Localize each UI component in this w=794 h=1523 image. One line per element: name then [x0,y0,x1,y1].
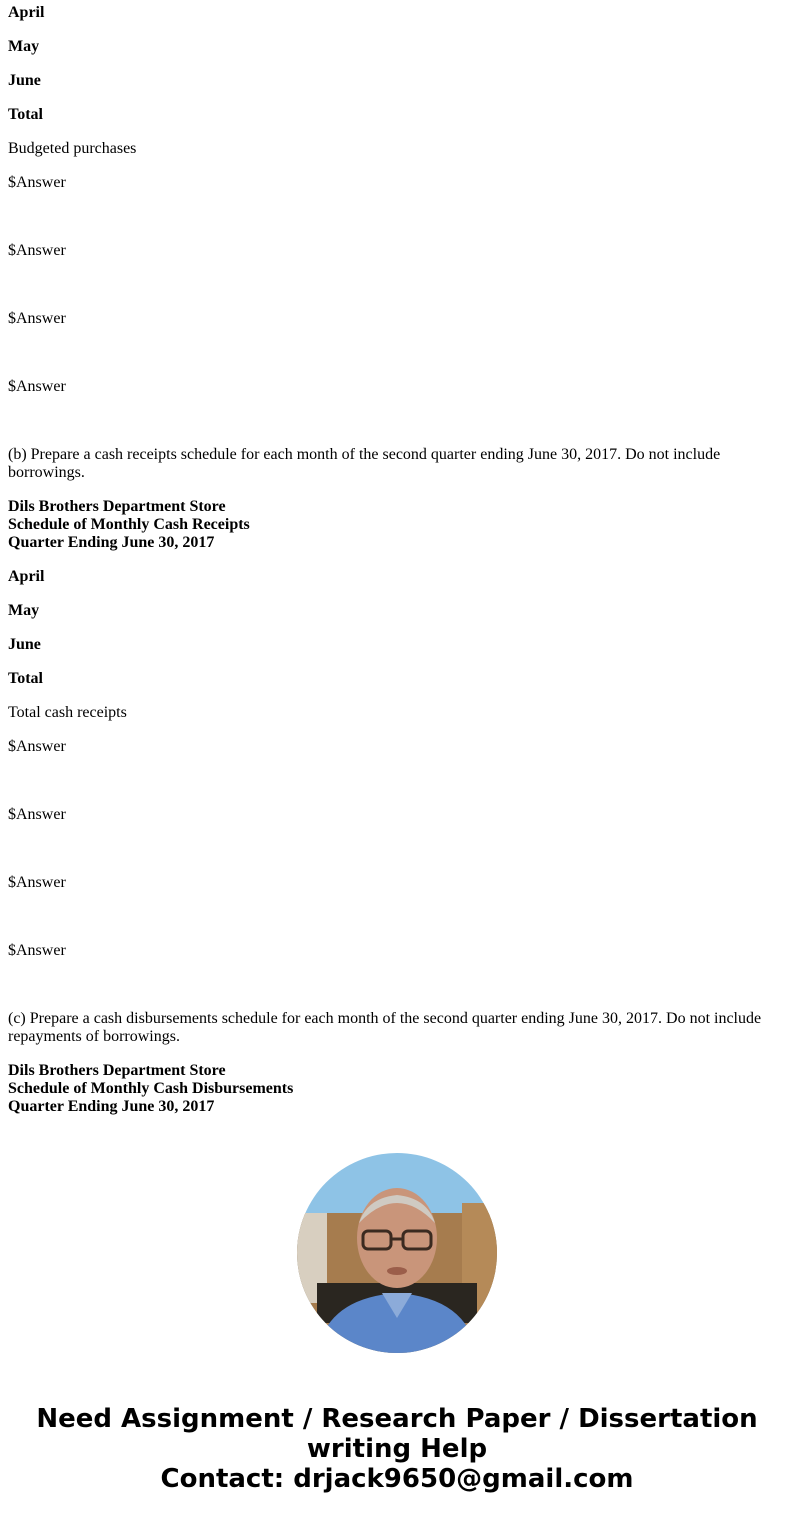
avatar-portrait-icon [297,1153,497,1353]
promo-line-contact: Contact: drjack9650@gmail.com [160,1464,634,1494]
schedule-title-c: Schedule of Monthly Cash Disbursements [8,1080,294,1097]
month-header-june-a: June [8,72,41,89]
month-header-total-a: Total [8,106,43,123]
answer-field-b-april[interactable]: $Answer [8,738,66,755]
month-header-june-b: June [8,636,41,653]
row-label-budgeted-purchases: Budgeted purchases [8,140,137,157]
company-name-b: Dils Brothers Department Store [8,498,226,515]
answer-field-b-total[interactable]: $Answer [8,942,66,959]
schedule-title-b: Schedule of Monthly Cash Receipts [8,516,250,533]
month-header-may-b: May [8,602,40,619]
answer-field-a-april[interactable]: $Answer [8,174,66,191]
answer-field-b-june[interactable]: $Answer [8,874,66,891]
answer-field-a-june[interactable]: $Answer [8,310,66,327]
period-c: Quarter Ending June 30, 2017 [8,1098,215,1115]
answer-field-b-may[interactable]: $Answer [8,806,66,823]
period-b: Quarter Ending June 30, 2017 [8,534,215,551]
answer-field-a-may[interactable]: $Answer [8,242,66,259]
promo-banner [0,1404,794,1494]
month-header-april-b: April [8,568,45,585]
month-header-april-a: April [8,4,45,21]
instruction-b: (b) Prepare a cash receipts schedule for each month of the second quarter ending June 30, 2017. Do not include borrowings. [8,446,721,481]
author-avatar [297,1153,497,1353]
month-header-total-b: Total [8,670,43,687]
company-name-c: Dils Brothers Department Store [8,1062,226,1079]
instruction-c: (c) Prepare a cash disbursements schedule for each month of the second quarter ending June 30, 2017. Do not include repayments of borrowings. [8,1010,762,1045]
row-label-total-cash-receipts: Total cash receipts [8,704,127,721]
promo-line-help: Need Assignment / Research Paper / Dissertation writing Help [36,1404,758,1464]
month-header-may-a: May [8,38,40,55]
answer-field-a-total[interactable]: $Answer [8,378,66,395]
